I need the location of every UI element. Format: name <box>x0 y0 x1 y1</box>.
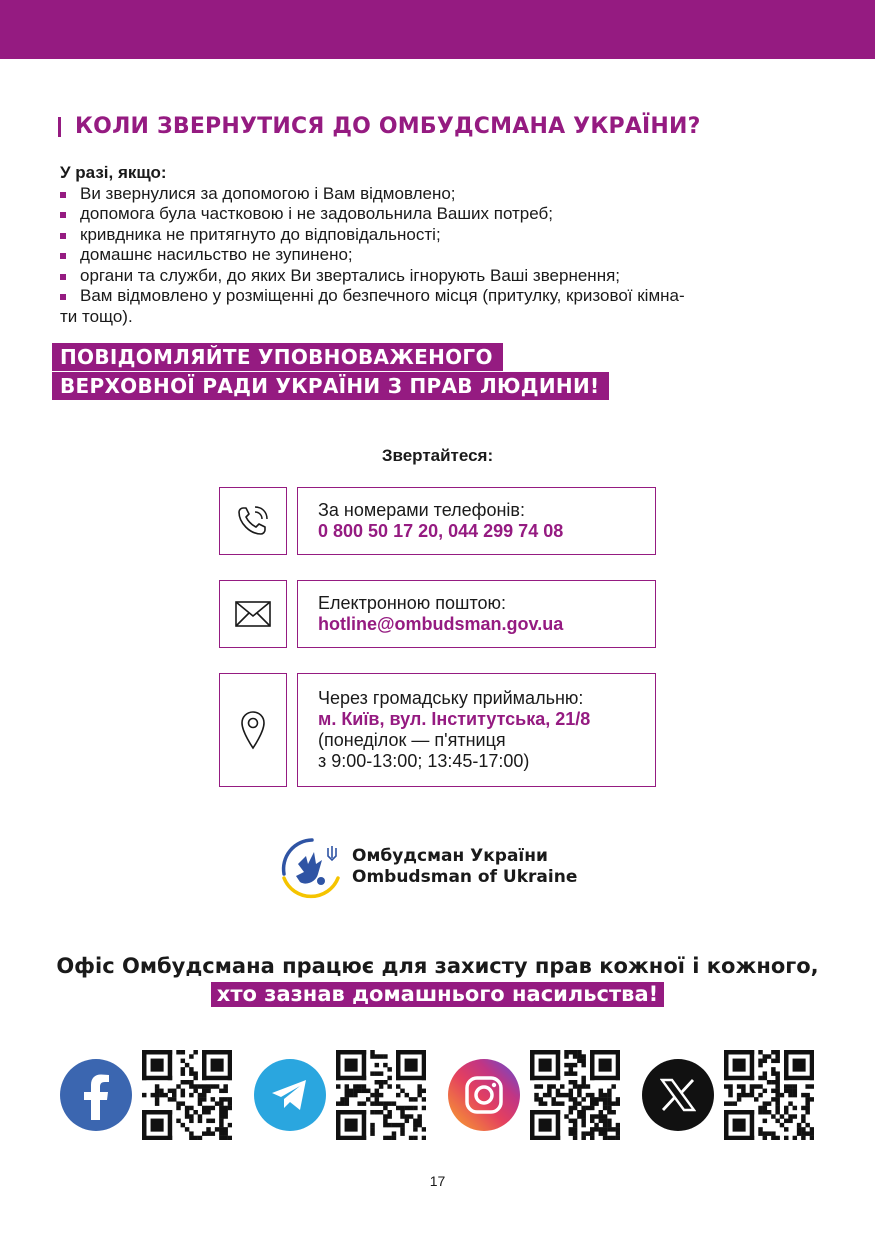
list-item-line: Вам відмовлено у розміщенні до безпечного місця (притулку, кризової кімна- <box>80 286 685 305</box>
mission-line-2: хто зазнав домашнього насильства! <box>211 982 664 1007</box>
office-address[interactable]: м. Київ, вул. Інститутська, 21/8 <box>318 709 591 729</box>
office-hours-times: з 9:00-13:00; 13:45-17:00) <box>318 751 530 771</box>
telegram-qr-code[interactable] <box>336 1050 426 1140</box>
office-hours-days: (понеділок — п'ятниця <box>318 730 506 750</box>
social-telegram[interactable] <box>254 1050 426 1140</box>
list-item: домашнє насильство не зупинено; <box>60 245 830 266</box>
logo-name-en: Ombudsman of Ukraine <box>352 867 578 887</box>
heading-marker <box>58 117 61 137</box>
email-info <box>297 580 656 648</box>
social-facebook[interactable] <box>60 1050 232 1140</box>
conditions-list <box>60 184 830 328</box>
office-info <box>297 673 656 787</box>
mission-line-1: Офіс Омбудсмана працює для захисту прав кожної і кожного, <box>56 954 819 978</box>
location-pin-icon <box>240 710 266 750</box>
phone-label: За номерами телефонів: <box>318 500 525 520</box>
contacts-title: Звертайтеся: <box>381 446 494 465</box>
phone-icon-box <box>219 487 287 555</box>
email-label: Електронною поштою: <box>318 593 507 613</box>
logo-name-ua: Омбудсман України <box>352 846 548 866</box>
phone-icon <box>235 503 271 539</box>
list-item: органи та служби, до яких Ви звертались ігнорують Ваші звернення; <box>60 266 830 287</box>
call-to-action-banner <box>52 343 609 401</box>
banner-line-2: ВЕРХОВНОЇ РАДИ УКРАЇНИ З ПРАВ ЛЮДИНИ! <box>52 372 609 400</box>
list-item: допомога була частковою і не задовольнила Ваших потреб; <box>60 204 830 225</box>
office-icon-box <box>219 673 287 787</box>
mission-statement <box>0 952 875 1008</box>
envelope-icon <box>234 600 272 628</box>
conditions-block <box>60 163 830 327</box>
banner-line-1: ПОВІДОМЛЯЙТЕ УПОВНОВАЖЕНОГО <box>52 343 503 371</box>
page-number: 17 <box>429 1173 446 1189</box>
telegram-icon[interactable] <box>254 1059 326 1131</box>
conditions-lead: У разі, якщо: <box>60 163 167 182</box>
facebook-qr-code[interactable] <box>142 1050 232 1140</box>
ombudsman-logo <box>276 834 577 900</box>
list-item-last <box>60 286 830 327</box>
list-item: Ви звернулися за допомогою і Вам відмовлено; <box>60 184 830 205</box>
email-icon-box <box>219 580 287 648</box>
top-color-bar <box>0 0 875 59</box>
email-link[interactable]: hotline@ombudsman.gov.ua <box>318 614 564 634</box>
page-title: КОЛИ ЗВЕРНУТИСЯ ДО ОМБУДСМАНА УКРАЇНИ? <box>75 114 701 139</box>
phone-numbers[interactable]: 0 800 50 17 20, 044 299 74 08 <box>318 521 564 541</box>
instagram-qr-code[interactable] <box>530 1050 620 1140</box>
ombudsman-emblem-icon <box>276 834 346 900</box>
x-qr-code[interactable] <box>724 1050 814 1140</box>
list-item-line: ти тощо). <box>60 306 133 326</box>
instagram-icon[interactable] <box>448 1059 520 1131</box>
list-item: кривдника не притягнуто до відповідальності; <box>60 225 830 246</box>
office-label: Через громадську приймальню: <box>318 688 584 708</box>
social-instagram[interactable] <box>448 1050 620 1140</box>
facebook-icon[interactable] <box>60 1059 132 1131</box>
phone-info <box>297 487 656 555</box>
section-heading <box>58 114 701 139</box>
x-icon[interactable] <box>642 1059 714 1131</box>
social-x[interactable] <box>642 1050 814 1140</box>
